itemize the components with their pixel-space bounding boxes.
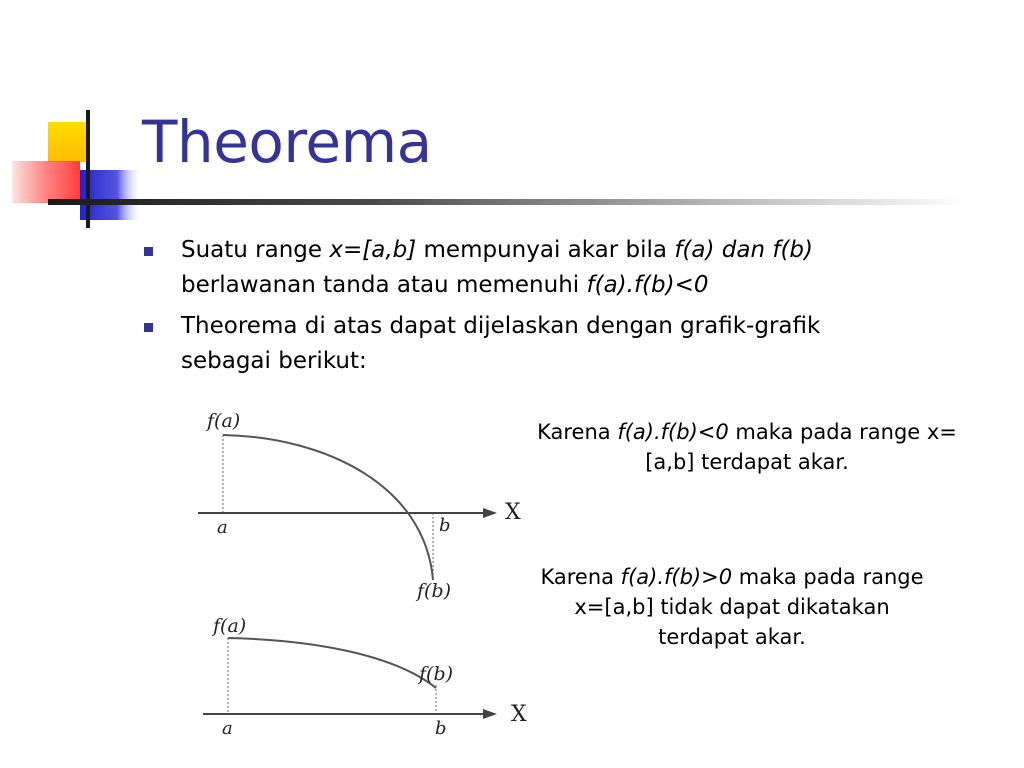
graph-root-uncertain [195,610,535,768]
x-axis-arrow-icon [483,508,497,518]
explanation-root-uncertain: Karena f(a).f(b)>0 maka pada range x=[a,b] tidak dapat dikatakan terdapat akar. [540,565,924,649]
graph-root-exists [195,405,535,605]
title-underline [48,199,968,205]
fb-label: f(b) [417,580,452,602]
b-label: b [435,718,447,739]
b-label: b [439,515,451,536]
a-label: a [217,517,228,538]
x-axis-label: X [511,702,527,727]
x-axis-arrow-icon [483,709,497,719]
explanation-root-exists: Karena f(a).f(b)<0 maka pada range x=[a,b] terdapat akar. [537,420,957,474]
function-curve [223,435,433,580]
fa-label: f(a) [207,410,241,432]
square-bullet-icon [144,247,153,256]
fb-label: f(b) [419,663,454,685]
bullet-item: Suatu range x=[a,b] mempunyai akar bila f(a) dan f(b) berlawanan tanda atau memenuhi f(a).f(b)<0 [140,233,900,303]
fa-label: f(a) [213,615,247,637]
bullet-list [140,233,900,385]
function-curve [228,638,436,688]
slide-title: Theorema [142,108,432,176]
square-bullet-icon [144,323,153,332]
bullet-item: Theorema di atas dapat dijelaskan dengan grafik-grafik sebagai berikut: [140,309,900,379]
a-label: a [222,718,233,739]
x-axis-label: X [505,500,521,525]
